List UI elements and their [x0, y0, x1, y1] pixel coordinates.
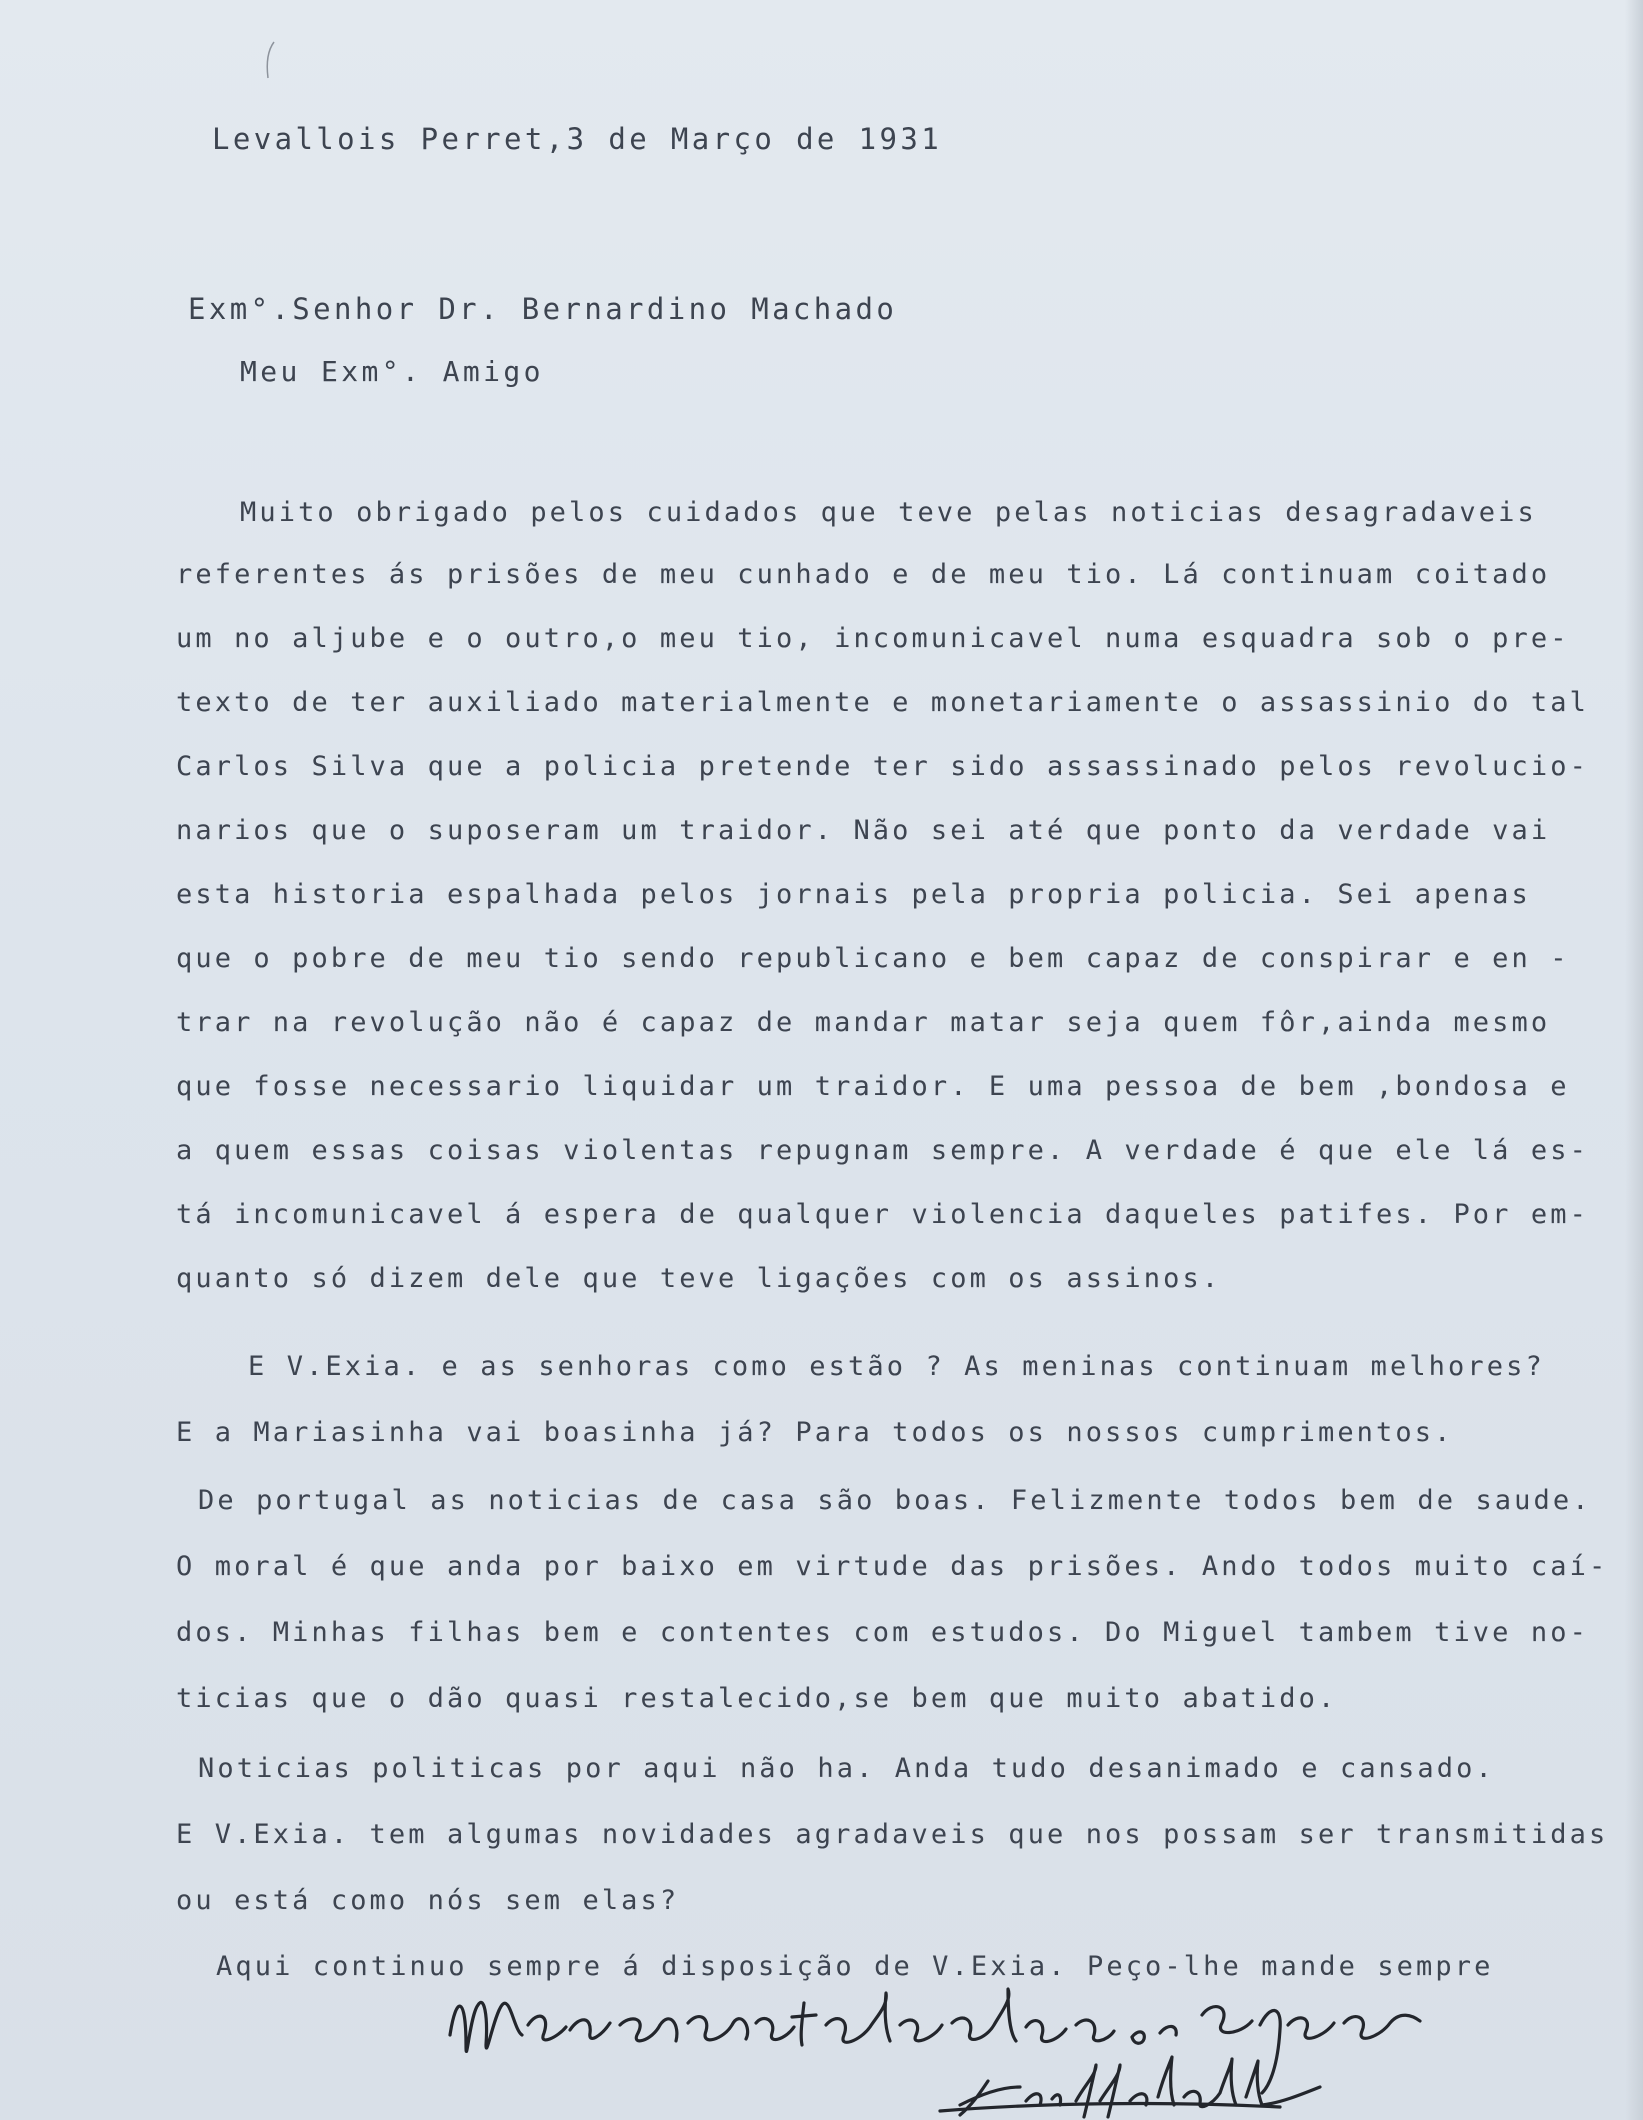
body-line: tá incomunicavel á espera de qualquer violencia daqueles patifes. Por em-: [176, 1199, 1589, 1230]
body-line: trar na revolução não é capaz de mandar matar seja quem fôr,ainda mesmo: [176, 1007, 1551, 1038]
body-line: dos. Minhas filhas bem e contentes com estudos. Do Miguel tambem tive no-: [176, 1617, 1589, 1648]
body-line: Carlos Silva que a policia pretende ter sido assassinado pelos revolucio-: [176, 751, 1589, 782]
body-line: ou está como nós sem elas?: [176, 1885, 680, 1916]
body-line: E V.Exia. e as senhoras como estão ? As meninas continuam melhores?: [248, 1351, 1545, 1382]
body-line: O moral é que anda por baixo em virtude das prisões. Ando todos muito caí-: [176, 1551, 1609, 1582]
body-line: texto de ter auxiliado materialmente e monetariamente o assassinio do tal: [176, 687, 1589, 718]
body-line: esta historia espalhada pelos jornais pela propria policia. Sei apenas: [176, 879, 1531, 910]
body-line: E V.Exia. tem algumas novidades agradaveis que nos possam ser transmitidas: [176, 1819, 1609, 1850]
body-line: a quem essas coisas violentas repugnam sempre. A verdade é que ele lá es-: [176, 1135, 1589, 1166]
body-line: um no aljube e o outro,o meu tio, incomunicavel numa esquadra sob o pre-: [176, 623, 1570, 654]
date-line: Levallois Perret,3 de Março de 1931: [212, 122, 943, 156]
body-line: narios que o suposeram um traidor. Não sei até que ponto da verdade vai: [176, 815, 1551, 846]
body-line: referentes ás prisões de meu cunhado e de meu tio. Lá continuam coitado: [176, 559, 1551, 590]
body-line: E a Mariasinha vai boasinha já? Para todos os nossos cumprimentos.: [176, 1417, 1454, 1448]
body-line: que o pobre de meu tio sendo republicano e bem capaz de conspirar e en -: [176, 943, 1570, 974]
body-line: ticias que o dão quasi restalecido,se bem que muito abatido.: [176, 1683, 1338, 1714]
body-line: Aqui continuo sempre á disposição de V.Exia. Peço-lhe mande sempre: [216, 1951, 1494, 1982]
body-line: que fosse necessario liquidar um traidor. E uma pessoa de bem ,bondosa e: [176, 1071, 1570, 1102]
body-line: Muito obrigado pelos cuidados que teve pelas noticias desagradaveis: [240, 497, 1537, 528]
body-line: Noticias politicas por aqui não ha. Anda tudo desanimado e cansado.: [198, 1753, 1495, 1784]
recipient-line: Exm°.Senhor Dr. Bernardino Machado: [188, 292, 898, 326]
body-line: De portugal as noticias de casa são boas. Felizmente todos bem de saude.: [198, 1485, 1592, 1516]
handwritten-signature: [440, 1975, 1520, 2120]
greeting-line: Meu Exm°. Amigo: [240, 355, 544, 388]
body-line: quanto só dizem dele que teve ligações com os assinos.: [176, 1263, 1222, 1294]
